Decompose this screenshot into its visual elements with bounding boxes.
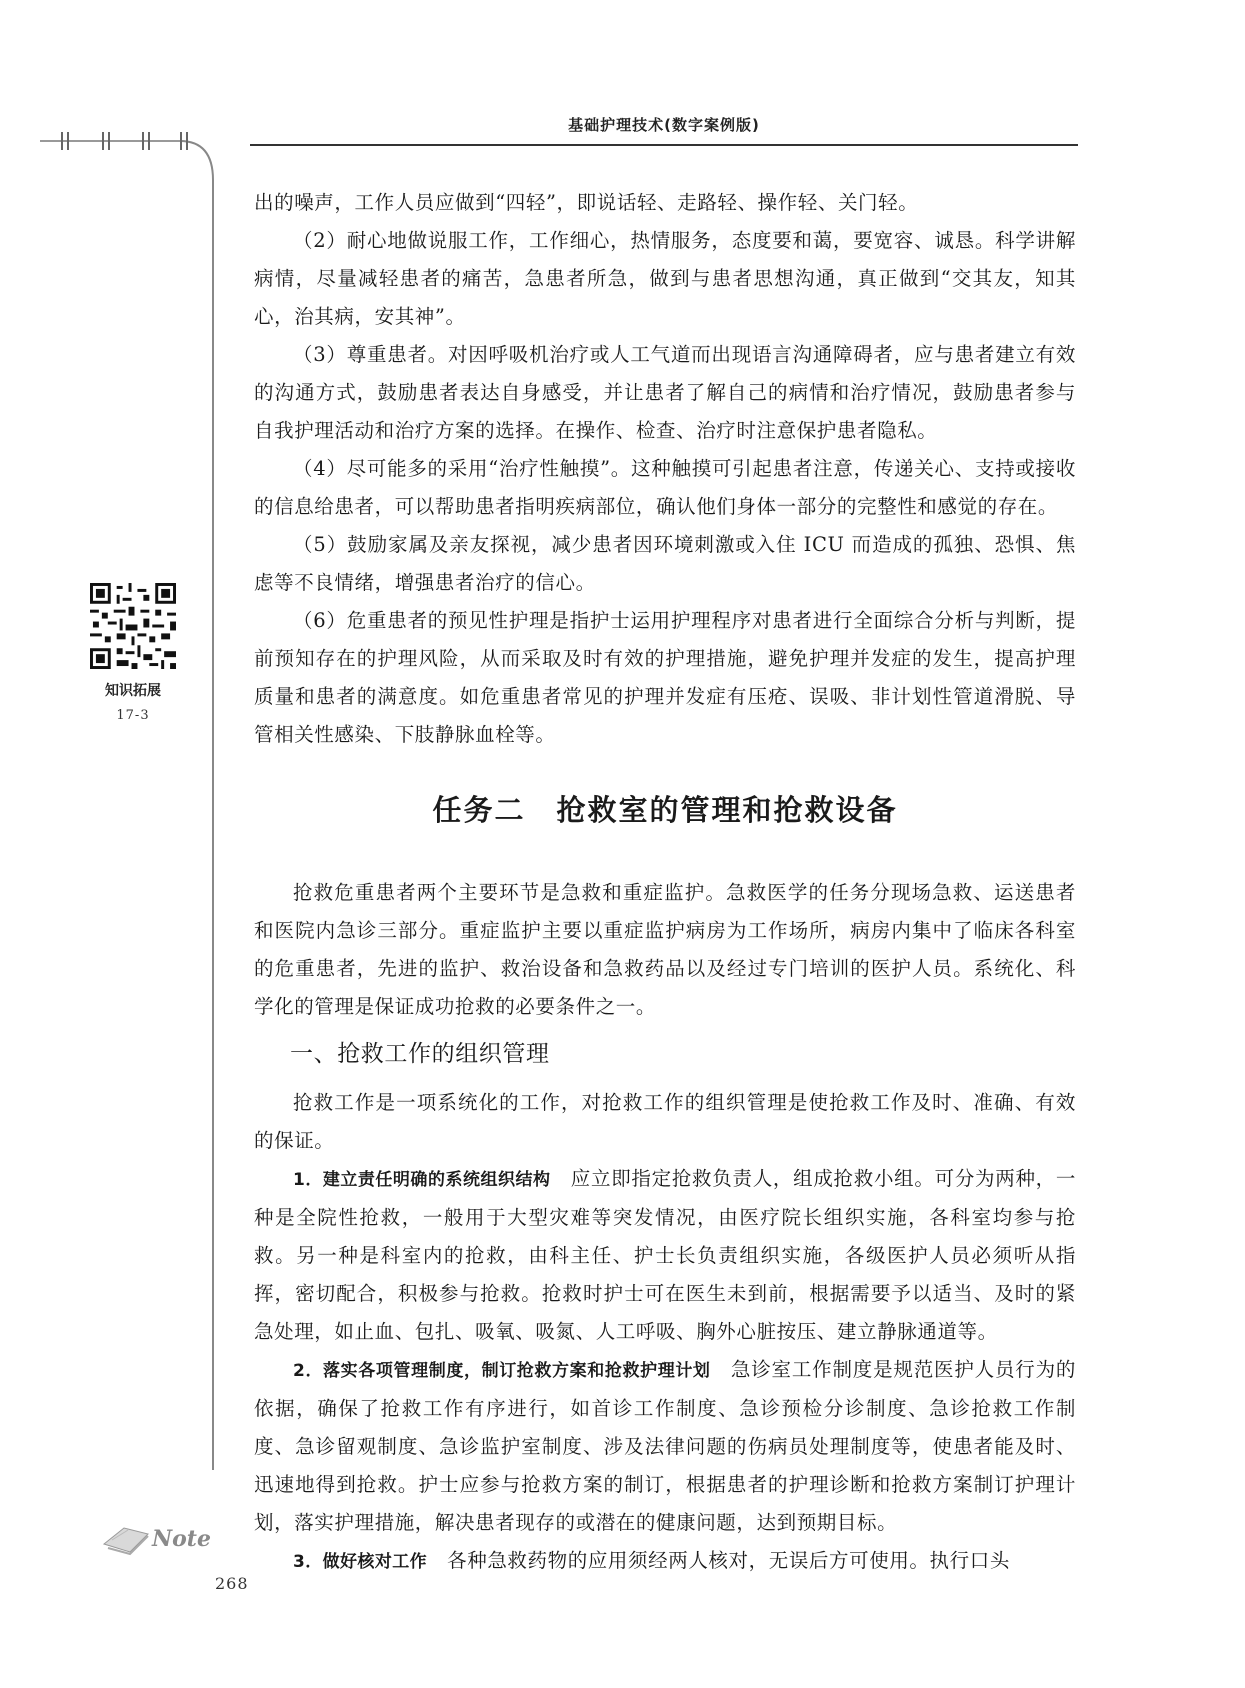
list-item bbox=[254, 1542, 1076, 1581]
item-lead: 3．做好核对工作 bbox=[293, 1552, 428, 1572]
item-text: 急诊室工作制度是规范医护人员行为的依据，确保了抢救工作有序进行，如首诊工作制度、急诊预检分诊制度、急诊抢救工作制度、急诊留观制度、急诊监护室制度、涉及法律问题的伤病员处理制度等，使患者能及时、迅速地得到抢救。护士应参与抢救方案的制订，根据患者的护理诊断和抢救方案制订护理计划，落实护理措施，解决患者现存的或潜在的健康问题，达到预期目标。 bbox=[254, 1358, 1076, 1534]
list-item bbox=[254, 1160, 1076, 1351]
subheading-intro: 抢救工作是一项系统化的工作，对抢救工作的组织管理是使抢救工作及时、准确、有效的保证。 bbox=[254, 1091, 1076, 1152]
paragraph: （5）鼓励家属及亲友探视，减少患者因环境刺激或入住 ICU 而造成的孤独、恐惧、焦虑等不良情绪，增强患者治疗的信心。 bbox=[254, 533, 1076, 594]
subheading: 一、抢救工作的组织管理 bbox=[290, 1041, 550, 1067]
body-text-section bbox=[254, 874, 1076, 1581]
paragraph: （6）危重患者的预见性护理是指护士运用护理程序对患者进行全面综合分析与判断，提前预知存在的护理风险，从而采取及时有效的护理措施，避免护理并发症的发生，提高护理质量和患者的满意度。如危重患者常见的护理并发症有压疮、误吸、非计划性管道滑脱、导管相关性感染、下肢静脉血栓等。 bbox=[254, 609, 1076, 746]
page-number: 268 bbox=[215, 1574, 249, 1593]
paragraph: 出的噪声，工作人员应做到“四轻”，即说话轻、走路轻、操作轻、关门轻。 bbox=[254, 191, 919, 214]
item-text: 应立即指定抢救负责人，组成抢救小组。可分为两种，一种是全院性抢救，一般用于大型灾难等突发情况，由医疗院长组织实施，各科室均参与抢救。另一种是科室内的抢救，由科主任、护士长负责组织实施，各级医护人员必须听从指挥，密切配合，积极参与抢救。抢救时护士可在医生未到前，根据需要予以适当、及时的紧急处理，如止血、包扎、吸氧、吸氮、人工呼吸、胸外心脏按压、建立静脉通道等。 bbox=[254, 1167, 1076, 1343]
section-title: 任务二 抢救室的管理和抢救设备 bbox=[432, 793, 898, 827]
note-book-icon bbox=[102, 1514, 212, 1558]
note-text: Note bbox=[152, 1526, 211, 1552]
running-header-title: 基础护理技术(数字案例版) bbox=[568, 116, 760, 134]
paragraph: （2）耐心地做说服工作，工作细心，热情服务，态度要和蔼，要宽容、诚恳。科学讲解病情，尽量减轻患者的痛苦，急患者所急，做到与患者思想沟通，真正做到“交其友，知其心，治其病，安其神”。 bbox=[254, 229, 1076, 328]
qr-code-number: 17-3 bbox=[116, 708, 150, 723]
item-lead: 2．落实各项管理制度，制订抢救方案和抢救护理计划 bbox=[293, 1361, 711, 1381]
item-lead: 1．建立责任明确的系统组织结构 bbox=[293, 1170, 551, 1190]
item-text: 各种急救药物的应用须经两人核对，无误后方可使用。执行口头 bbox=[427, 1549, 1010, 1572]
qr-code-icon[interactable] bbox=[90, 583, 176, 669]
section-intro: 抢救危重患者两个主要环节是急救和重症监护。急救医学的任务分现场急救、运送患者和医院内急诊三部分。重症监护主要以重症监护病房为工作场所，病房内集中了临床各科室的危重患者，先进的监护、救治设备和急救药品以及经过专门培训的医护人员。系统化、科学化的管理是保证成功抢救的必要条件之一。 bbox=[254, 881, 1076, 1018]
qr-caption: 知识拓展 bbox=[105, 683, 161, 699]
body-text-top bbox=[254, 184, 1076, 754]
paragraph: （3）尊重患者。对因呼吸机治疗或人工气道而出现语言沟通障碍者，应与患者建立有效的沟通方式，鼓励患者表达自身感受，并让患者了解自己的病情和治疗情况，鼓励患者参与自我护理活动和治疗方案的选择。在操作、检查、治疗时注意保护患者隐私。 bbox=[254, 343, 1076, 442]
list-item bbox=[254, 1351, 1076, 1542]
paragraph: （4）尽可能多的采用“治疗性触摸”。这种触摸可引起患者注意，传递关心、支持或接收的信息给患者，可以帮助患者指明疾病部位，确认他们身体一部分的完整性和感觉的存在。 bbox=[254, 457, 1076, 518]
header-rule bbox=[250, 144, 1078, 146]
